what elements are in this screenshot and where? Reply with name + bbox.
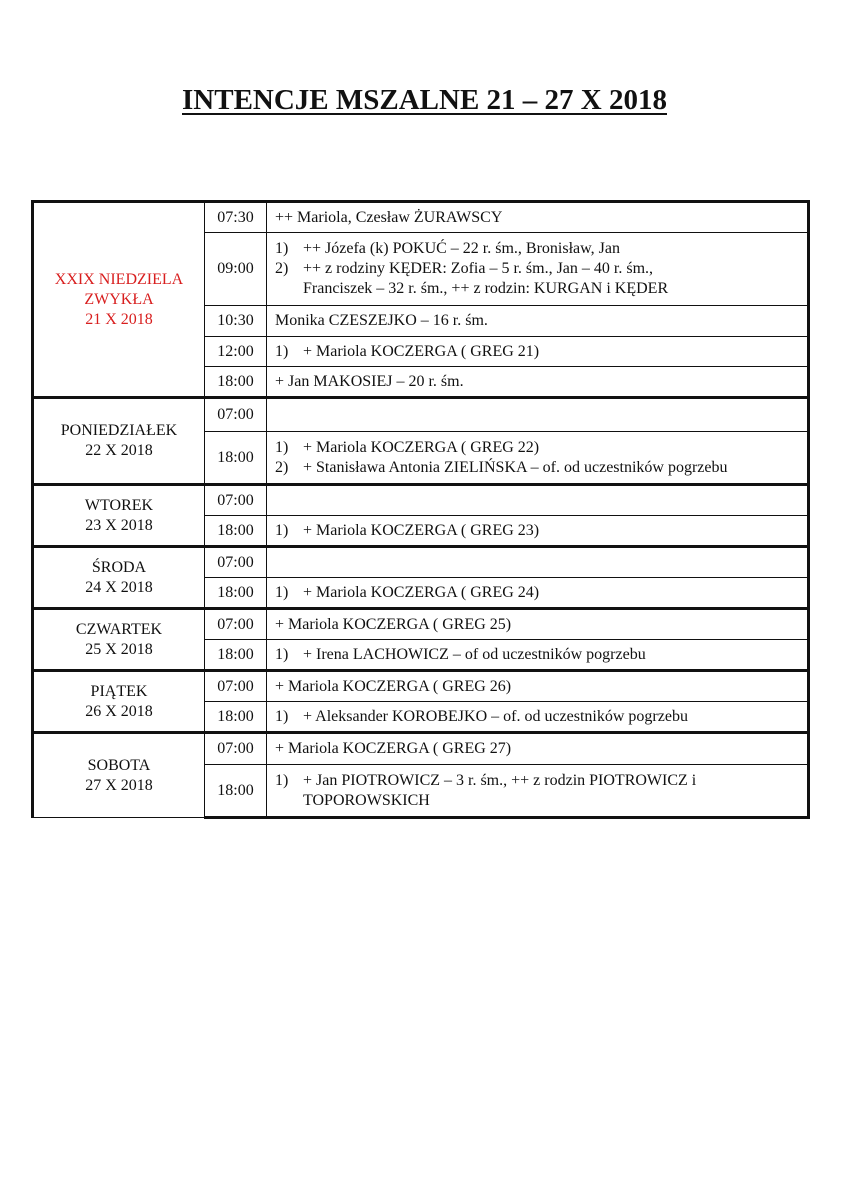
intention-text: + Mariola KOCZERGA ( GREG 21) [303,342,540,360]
mass-intention [267,733,809,765]
day-label-line: SOBOTA [87,756,151,774]
mass-time: 07:00 [205,671,267,702]
mass-time: 07:00 [205,547,267,578]
intention-line [273,645,801,665]
mass-row [33,671,809,702]
day-label-line: 24 X 2018 [85,578,153,596]
mass-time: 07:00 [205,733,267,765]
day-label-line: 21 X 2018 [85,310,153,328]
day-cell [33,485,205,547]
mass-intention [267,702,809,733]
mass-intention [267,202,809,233]
intention-number: 2) [275,260,289,277]
day-label-line: WTOREK [84,496,154,514]
intention-line [273,259,801,279]
intention-line [273,279,801,299]
day-cell [33,609,205,671]
mass-intention [267,765,809,818]
mass-intention [267,306,809,337]
day-label-line: XXIX NIEDZIELA [54,270,184,288]
mass-intention [267,578,809,609]
intention-line [273,707,801,727]
intention-text: + Mariola KOCZERGA ( GREG 25) [275,615,512,633]
mass-time: 18:00 [205,367,267,398]
intention-number: 1) [275,521,289,539]
mass-row [33,609,809,640]
intention-text: + Mariola KOCZERGA ( GREG 23) [303,521,540,539]
mass-time: 07:00 [205,398,267,432]
page-title [0,80,849,120]
mass-time: 12:00 [205,337,267,367]
intention-text: Monika CZESZEJKO – 16 r. śm. [275,312,488,329]
mass-row [33,485,809,516]
intention-text: TOPOROWSKICH [303,791,430,809]
mass-row [33,547,809,578]
mass-intention [267,398,809,432]
mass-row [33,202,809,233]
mass-time: 18:00 [205,516,267,547]
intention-text: ++ Mariola, Czesław ŻURAWSCY [275,208,503,226]
intention-line [273,342,801,362]
intention-number: 1) [275,342,289,360]
day-label-line: PONIEDZIAŁEK [60,422,178,439]
mass-time: 07:30 [205,202,267,233]
intention-text: + Mariola KOCZERGA ( GREG 27) [275,740,512,757]
mass-intention [267,547,809,578]
day-cell [33,733,205,818]
intention-line [273,239,801,259]
day-label-line: ŚRODA [91,558,147,576]
day-cell [33,547,205,609]
mass-intention [267,485,809,516]
intention-text: + Jan PIOTROWICZ – 3 r. śm., ++ z rodzin PIOTROWICZ i [303,771,697,789]
mass-time: 18:00 [205,432,267,485]
mass-time: 10:30 [205,306,267,337]
mass-intention [267,337,809,367]
day-cell [33,398,205,485]
mass-intention [267,609,809,640]
day-label-line: 26 X 2018 [85,702,153,720]
intention-text: + Jan MAKOSIEJ – 20 r. śm. [275,372,464,390]
mass-intention [267,367,809,398]
day-label-line: CZWARTEK [75,620,163,638]
day-label-line: 23 X 2018 [85,516,153,534]
intention-number [273,279,303,299]
intention-text: + Mariola KOCZERGA ( GREG 26) [275,677,512,695]
intention-number: 1) [275,438,289,456]
intention-line [273,771,801,791]
day-label-line: PIĄTEK [90,682,148,700]
intention-line [273,791,801,811]
mass-time: 18:00 [205,702,267,733]
intention-text: + Mariola KOCZERGA ( GREG 22) [303,438,540,456]
mass-time: 07:00 [205,609,267,640]
mass-time: 18:00 [205,765,267,818]
mass-intention [267,671,809,702]
intention-number: 1) [275,583,289,601]
mass-row [33,398,809,432]
mass-schedule-body [33,202,809,818]
intention-number: 2) [275,458,289,476]
day-label-line: ZWYKŁA [84,290,154,308]
mass-time: 18:00 [205,640,267,671]
intention-number [273,791,303,811]
intention-line [273,438,801,458]
mass-intention [267,432,809,485]
mass-row [33,733,809,765]
intention-line [273,458,801,478]
day-cell [33,671,205,733]
intention-number: 1) [275,645,289,663]
intention-text: + Stanisława Antonia ZIELIŃSKA – of. od uczestników pogrzebu [303,458,728,476]
mass-time: 09:00 [205,233,267,306]
intention-text: ++ Józefa (k) POKUĆ – 22 r. śm., Bronisław, Jan [303,240,620,257]
day-label-line: 25 X 2018 [85,640,153,658]
intention-number: 1) [275,240,289,257]
intention-line [273,521,801,541]
intention-number: 1) [275,771,289,789]
intention-text: Franciszek – 32 r. śm., ++ z rodzin: KURGAN i KĘDER [303,280,669,297]
mass-schedule-table [31,200,810,819]
day-cell [33,202,205,398]
mass-time: 07:00 [205,485,267,516]
mass-time: 18:00 [205,578,267,609]
mass-intention [267,640,809,671]
mass-intention [267,233,809,306]
intention-text: + Irena LACHOWICZ – of od uczestników pogrzebu [303,645,646,663]
mass-intention [267,516,809,547]
page-title-text: INTENCJE MSZALNE 21 – 27 X 2018 [182,84,667,116]
intention-text: + Mariola KOCZERGA ( GREG 24) [303,583,540,601]
intention-text: + Aleksander KOROBEJKO – of. od uczestników pogrzebu [303,707,688,725]
day-label-line: 22 X 2018 [85,442,153,459]
day-label-line: 27 X 2018 [85,776,153,794]
intention-number: 1) [275,707,289,725]
intention-line [273,583,801,603]
intention-text: ++ z rodziny KĘDER: Zofia – 5 r. śm., Jan – 40 r. śm., [303,260,654,277]
